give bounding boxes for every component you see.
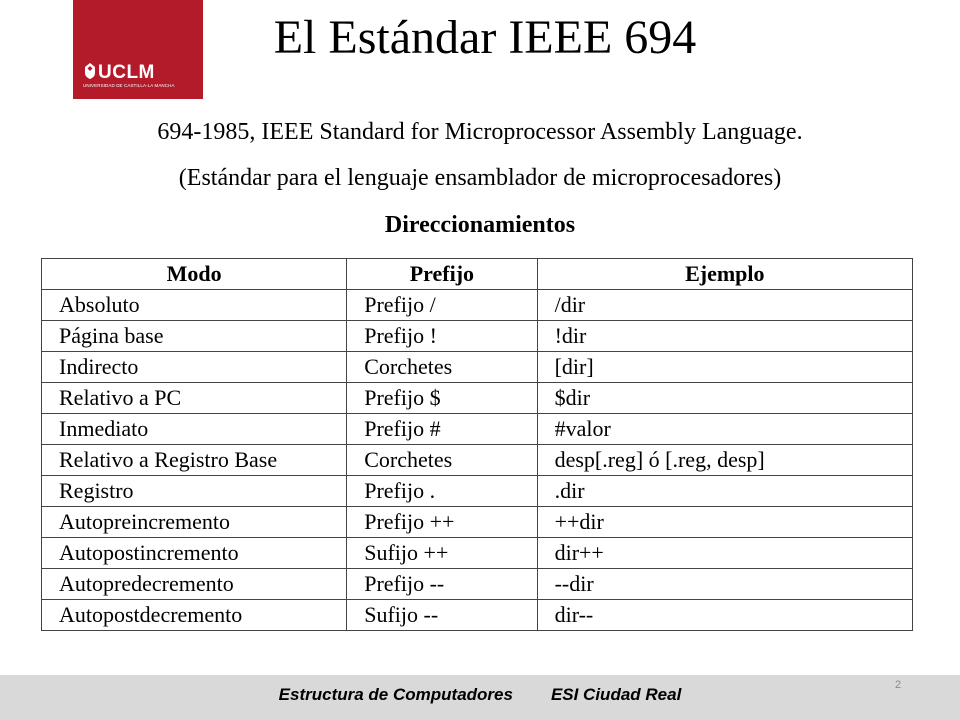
- cell-prefix: Corchetes: [347, 352, 537, 383]
- table-row: [42, 352, 913, 383]
- cell-mode: Autopreincremento: [42, 507, 347, 538]
- cell-mode: Absoluto: [42, 290, 347, 321]
- footer-bar: [0, 675, 960, 720]
- cell-prefix: Prefijo /: [347, 290, 537, 321]
- table-row: [42, 321, 913, 352]
- cell-prefix: Prefijo .: [347, 476, 537, 507]
- cell-mode: Inmediato: [42, 414, 347, 445]
- section-heading: Direccionamientos: [384, 212, 576, 238]
- table-row: [42, 507, 913, 538]
- logo-name: UCLM: [98, 62, 155, 83]
- table-row: [42, 538, 913, 569]
- cell-prefix: Prefijo --: [347, 569, 537, 600]
- page-number: 2: [895, 679, 902, 691]
- cell-example: desp[.reg] ó [.reg, desp]: [537, 445, 912, 476]
- slide-title: El Estándar IEEE 694: [273, 11, 697, 64]
- table-row: [42, 290, 913, 321]
- cell-example: $dir: [537, 383, 912, 414]
- cell-prefix: Prefijo #: [347, 414, 537, 445]
- column-header-modo: Modo: [42, 259, 347, 290]
- cell-example: dir--: [537, 600, 912, 631]
- cell-example: [dir]: [537, 352, 912, 383]
- table-row: [42, 476, 913, 507]
- cell-example: dir++: [537, 538, 912, 569]
- table-row: [42, 600, 913, 631]
- cell-example: !dir: [537, 321, 912, 352]
- column-header-ejemplo: Ejemplo: [537, 259, 912, 290]
- logo-subtitle: UNIVERSIDAD DE CASTILLA-LA MANCHA: [83, 83, 175, 88]
- cell-prefix: Prefijo $: [347, 383, 537, 414]
- cell-example: .dir: [537, 476, 912, 507]
- cell-mode: Registro: [42, 476, 347, 507]
- cell-prefix: Sufijo ++: [347, 538, 537, 569]
- table-row: [42, 414, 913, 445]
- cell-prefix: Corchetes: [347, 445, 537, 476]
- footer-course: Estructura de Computadores: [278, 685, 513, 704]
- cell-mode: Autopredecremento: [42, 569, 347, 600]
- table-header-row: [42, 259, 913, 290]
- standard-line: 694-1985, IEEE Standard for Microprocessor Assembly Language.: [157, 119, 803, 145]
- cell-mode: Autopostincremento: [42, 538, 347, 569]
- cell-example: --dir: [537, 569, 912, 600]
- cell-prefix: Prefijo ++: [347, 507, 537, 538]
- cell-mode: Página base: [42, 321, 347, 352]
- cell-mode: Autopostdecremento: [42, 600, 347, 631]
- cell-example: ++dir: [537, 507, 912, 538]
- cell-example: #valor: [537, 414, 912, 445]
- cell-prefix: Prefijo !: [347, 321, 537, 352]
- table-row: [42, 445, 913, 476]
- cell-prefix: Sufijo --: [347, 600, 537, 631]
- cell-mode: Relativo a PC: [42, 383, 347, 414]
- cell-mode: Relativo a Registro Base: [42, 445, 347, 476]
- table-row: [42, 569, 913, 600]
- addressing-table: [41, 258, 913, 631]
- cell-example: /dir: [537, 290, 912, 321]
- cell-mode: Indirecto: [42, 352, 347, 383]
- standard-translation: (Estándar para el lenguaje ensamblador de microprocesadores): [178, 165, 782, 191]
- column-header-prefijo: Prefijo: [347, 259, 537, 290]
- table-row: [42, 383, 913, 414]
- footer-school: ESI Ciudad Real: [550, 685, 682, 704]
